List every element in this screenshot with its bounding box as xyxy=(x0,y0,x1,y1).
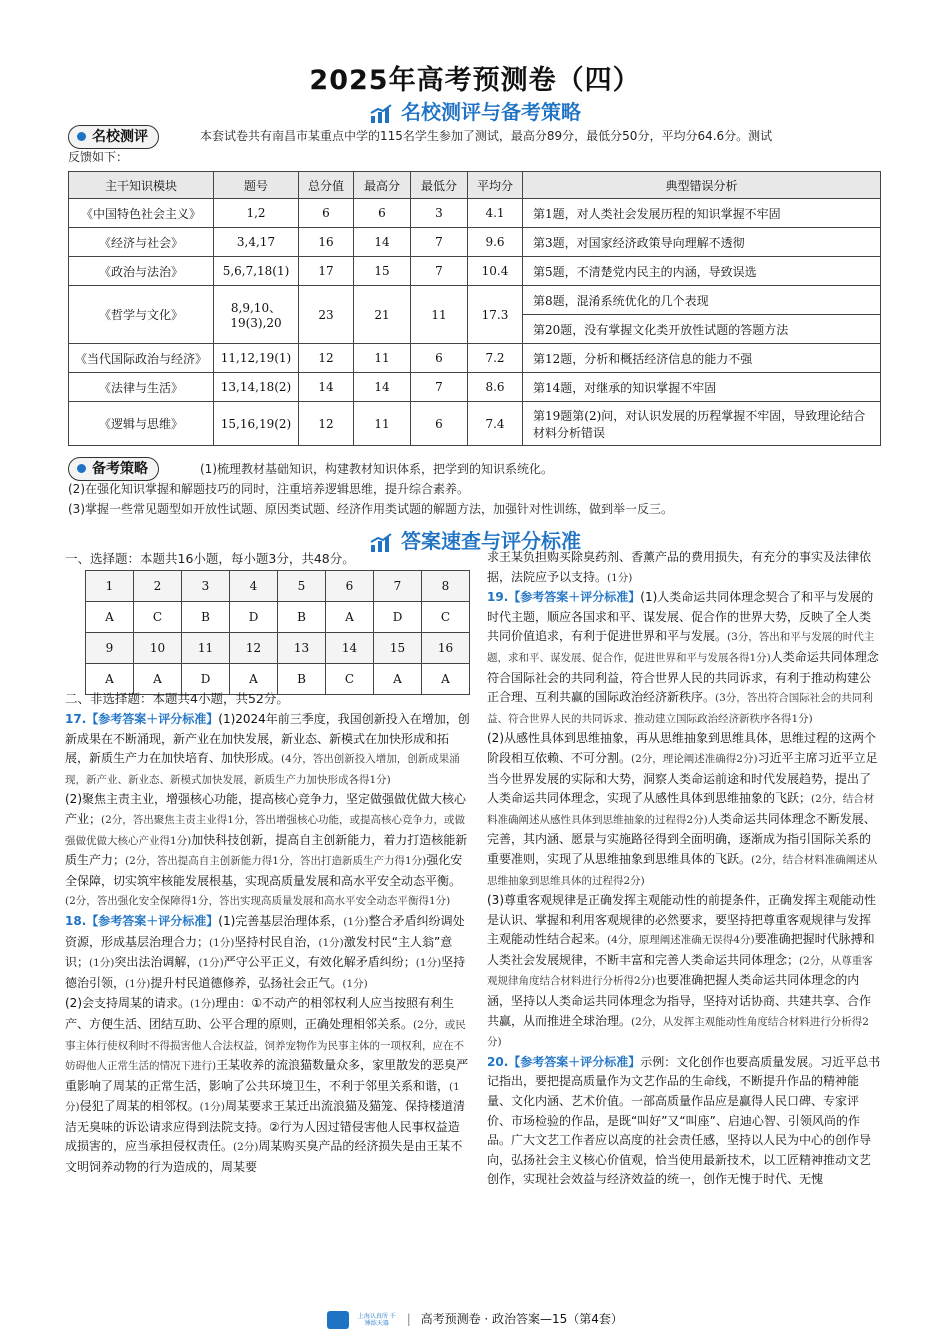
table-cell-error: 第12题，分析和概括经济信息的能力不强 xyxy=(523,344,881,373)
answer-text: 求王某负担购买除臭药剂、香薰产品的费用损失，有充分的事实及法律依据，法院应予以支持。 xyxy=(487,550,872,584)
table-cell-max: 11 xyxy=(354,402,411,446)
answer-cell: A xyxy=(86,664,134,695)
table-cell-module: 《哲学与文化》 xyxy=(69,286,214,344)
page-footer: 上海认真所 千锤练天器 | 高考预测卷 · 政治答案—15（第4套） xyxy=(0,1310,950,1329)
table-row xyxy=(69,402,881,446)
table-row xyxy=(69,344,881,373)
answer-cell: B xyxy=(182,602,230,633)
answer-paragraph xyxy=(487,548,882,588)
answer-cell: B xyxy=(278,664,326,695)
answer-text: 示例：文化创作也要高质量发展。习近平总书记指出，要把提高质量作为文艺作品的生命线，不断提升作品的精神能量、文化内涵、艺术价值。一部高质量作品应是赢得人民口碑、专家评价、市场检验的作品，是既“叫好”又“叫座”、启迪心智、引领风尚的作品。广大文艺工作者应以高度的社会责任感，坚持以人民为中心的创作导向，弘扬社会主义核心价值观，恰当使用最新技术，以工匠精神推动文艺创作，实现社会效益与经济效益的统一，创作无愧于时代、无愧 xyxy=(487,1054,881,1187)
answer-text: 坚持德治引领， xyxy=(65,955,466,990)
table-cell-nums: 5,6,7,18(1) xyxy=(214,257,299,286)
table-cell-avg: 10.4 xyxy=(468,257,523,286)
table-cell-module: 《法律与生活》 xyxy=(69,373,214,402)
answer-cell: 10 xyxy=(134,633,182,664)
strategy-line-2: (2)在强化知识掌握和解题技巧的同时，注重培养逻辑思维，提升综合素养。 xyxy=(68,482,470,496)
footer-text: 高考预测卷 · 政治答案—15（第4套） xyxy=(420,1312,623,1326)
table-cell-min: 7 xyxy=(411,228,468,257)
eval-intro: 本套试卷共有南昌市某重点中学的115名学生参加了测试，最高分89分，最低分50分，平均分64.6分。测试 xyxy=(200,129,773,143)
table-row xyxy=(69,373,881,402)
table-cell-nums: 1,2 xyxy=(214,199,299,228)
answer-text: 严守公平正义，有效化解矛盾纠纷； xyxy=(223,955,416,970)
answer-text: 加快科技创新，提高自主创新能力，着力打造核能新质生产力； xyxy=(65,832,468,868)
answer-table xyxy=(85,570,470,695)
table-cell-module: 《中国特色社会主义》 xyxy=(69,199,214,228)
answer-cell: 8 xyxy=(422,571,470,602)
scoring-note: (2分，答出提高自主创新能力得1分，答出打造新质生产力得1分) xyxy=(125,855,427,868)
answer-cell: A xyxy=(86,602,134,633)
table-cell-nums: 13,14,18(2) xyxy=(214,373,299,402)
table-row xyxy=(69,199,881,228)
scoring-note: (2分，从尊重客观规律角度结合材料进行分析得2分) xyxy=(487,954,873,988)
answer-cell: 13 xyxy=(278,633,326,664)
table-cell-total: 14 xyxy=(299,373,354,402)
answer-label: 19.【参考答案＋评分标准】 xyxy=(487,590,641,605)
table-header-cell: 主干知识模块 xyxy=(69,172,214,199)
table-cell-avg: 17.3 xyxy=(468,286,523,344)
answer-cell: C xyxy=(422,602,470,633)
table-cell-module: 《经济与社会》 xyxy=(69,228,214,257)
answer-text: 王某收养的流浪猫数量众多，家里散发的恶臭严重影响了周某的正常生活，影响了公共环境卫生，不利于邻里关系和谐， xyxy=(65,1058,469,1093)
answer-text: (1)2024年前三季度，我国创新投入在增加，创新成果在不断涌现，新产业在加快发展，新业态、新模式在加快形成和拓展，新质生产力在加快培育、加快形成。 xyxy=(65,712,470,766)
answer-label: 17.【参考答案＋评分标准】 xyxy=(65,712,219,726)
table-cell-total: 23 xyxy=(299,286,354,344)
answer-paragraph xyxy=(65,790,470,912)
answer-text: 要准确把握时代脉搏和人类社会发展规律，不断丰富和完善人类命运共同体理念； xyxy=(487,932,875,967)
scoring-note: (1分) xyxy=(190,998,216,1011)
eval-tag-label: 名校测评 xyxy=(92,129,148,145)
answer-text: (2)从感性具体到思维抽象，再从思维抽象到思维具体，思维过程的这两个阶段相互依赖、不可分割。 xyxy=(487,731,877,765)
table-cell-error: 第14题，对继承的知识掌握不牢固 xyxy=(523,373,881,402)
table-cell-max: 14 xyxy=(354,228,411,257)
tag-dot-icon xyxy=(77,464,86,473)
table-cell-nums: 15,16,19(2) xyxy=(214,402,299,446)
table-cell-avg: 7.4 xyxy=(468,402,523,446)
strategy-tag-label: 备考策略 xyxy=(92,461,148,477)
answer-text: (1)人类命运共同体理念契合了和平与发展的时代主题，顺应各国求和平、谋发展、促合作的世界大势，反映了全人类共同价值追求，有利于促进世界和平与发展。 xyxy=(487,590,874,644)
table-cell-avg: 9.6 xyxy=(468,228,523,257)
table-header-cell: 平均分 xyxy=(468,172,523,199)
answer-row xyxy=(86,602,470,633)
scoring-note: (1分) xyxy=(89,957,115,970)
mc-title: 一、选择题：本题共16小题，每小题3分，共48分。 xyxy=(65,551,355,566)
scoring-note: (4分，答出创新投入增加，创新成果涌现，新产业、新业态、新模式加快发展，新质生产力加快形成各得1分) xyxy=(65,753,460,786)
table-cell-nums: 11,12,19(1) xyxy=(214,344,299,373)
scoring-note: (1分) xyxy=(198,957,224,970)
table-cell-total: 12 xyxy=(299,344,354,373)
scoring-note: (3分，答出和平与发展的时代主题，求和平、谋发展、促合作，促进世界和平与发展各得1分) xyxy=(487,631,875,664)
answer-paragraph xyxy=(487,891,882,1053)
right-answer-column xyxy=(487,548,882,1305)
scoring-note: (1分) xyxy=(342,977,368,990)
answer-cell: D xyxy=(230,602,278,633)
table-cell-min: 7 xyxy=(411,257,468,286)
section-title-text: 答案速查与评分标准 xyxy=(401,529,581,553)
answer-cell: 7 xyxy=(374,571,422,602)
table-cell-nums: 8,9,10、19(3),20 xyxy=(214,286,299,344)
non-mc-title: 二、非选择题：本题共4小题，共52分。 xyxy=(65,691,289,706)
table-cell-total: 16 xyxy=(299,228,354,257)
table-header-cell: 题号 xyxy=(214,172,299,199)
answer-cell: A xyxy=(134,664,182,695)
answer-text: 习近平主席习近平立足当今世界发展的实际和大势，洞察人类命运前途和时代发展趋势，提出了人类命运共同体理念，实现了从感性具体到思维抽象的飞跃； xyxy=(487,750,878,806)
table-cell-total: 12 xyxy=(299,402,354,446)
answer-cell: A xyxy=(326,602,374,633)
section-title-text: 名校测评与备考策略 xyxy=(401,100,581,124)
answer-text: (2)聚焦主责主业，增强核心功能，提高核心竞争力，坚定做强做优做大核心产业； xyxy=(65,792,467,826)
answer-text: 突出法治调解， xyxy=(114,955,199,970)
tag-dot-icon xyxy=(77,132,86,141)
table-header-cell: 最低分 xyxy=(411,172,468,199)
answer-cell: 6 xyxy=(326,571,374,602)
answer-cell: 3 xyxy=(182,571,230,602)
answer-paragraph xyxy=(65,912,470,994)
strategy-line-1: (1)梳理教材基础知识，构建教材知识体系，把学到的知识系统化。 xyxy=(200,462,554,476)
answer-cell: A xyxy=(374,664,422,695)
table-cell-module: 《逻辑与思维》 xyxy=(69,402,214,446)
table-cell-error: 第20题，没有掌握文化类开放性试题的答题方法 xyxy=(523,315,881,344)
scoring-note: (2分，结合材料准确阐述从思维抽象到思维具体的过程得2分) xyxy=(487,853,878,887)
scoring-note: (2分，或民事主体行使权利时不得损害他人合法权益，饲养宠物作为民事主体的一项权利，应在不妨碍他人正常生活的情况下进行) xyxy=(65,1018,466,1073)
scoring-note: (2分) xyxy=(233,1141,259,1154)
answer-label: 20.【参考答案＋评分标准】 xyxy=(487,1054,641,1069)
answer-cell: 12 xyxy=(230,633,278,664)
strategy-line-3: (3)掌握一些常见题型如开放性试题、原因类试题、经济作用类试题的解题方法，加强针对性训练，做到举一反三。 xyxy=(68,502,674,516)
bar-chart-icon xyxy=(369,104,393,124)
bar-chart-icon xyxy=(369,533,393,553)
answer-paragraph xyxy=(487,729,882,891)
answer-cell: 5 xyxy=(278,571,326,602)
answer-number-row xyxy=(86,571,470,602)
answer-cell: 16 xyxy=(422,633,470,664)
answer-text: 人类命运共同体理念符合国际社会的共同利益，符合世界人民的共同诉求，有利于推动构建公正合理、互利共赢的国际政治经济新秩序。 xyxy=(487,649,879,705)
answer-paragraph xyxy=(487,588,882,729)
scoring-note: (2分，理论阐述准确得2分) xyxy=(631,752,758,765)
answer-cell: 2 xyxy=(134,571,182,602)
answer-text: 周某要求王某迁出流浪猫及猫笼、保持楼道清洁无臭味的诉讼请求应得到法院支持。②行为人因过错侵害他人民事权益造成损害的，应当承担侵权责任。 xyxy=(65,1099,466,1154)
left-answer-column xyxy=(65,710,470,1305)
scoring-note: (4分，原理阐述准确无误得4分) xyxy=(607,934,755,947)
answer-text: 激发村民“主人翁”意识； xyxy=(65,934,453,970)
table-header-row xyxy=(69,172,881,199)
answer-text: (1)完善基层治理体系， xyxy=(218,913,344,928)
table-cell-max: 21 xyxy=(354,286,411,344)
scoring-note: (1分) xyxy=(318,936,344,949)
answer-cell: C xyxy=(326,664,374,695)
table-header-cell: 最高分 xyxy=(354,172,411,199)
section-title-evaluation xyxy=(0,96,950,125)
table-cell-error: 第1题，对人类社会发展历程的知识掌握不牢固 xyxy=(523,199,881,228)
answer-paragraph xyxy=(65,710,470,790)
table-cell-error: 第19题第(2)问，对认识发展的历程掌握不牢固，导致理论结合材料分析错误 xyxy=(523,402,881,446)
table-cell-total: 17 xyxy=(299,257,354,286)
publisher-logo-text: 上海认真所 千锤练天器 xyxy=(357,1312,396,1327)
answer-cell: 15 xyxy=(374,633,422,664)
answer-label: 18.【参考答案＋评分标准】 xyxy=(65,913,219,928)
answer-text: 侵犯了周某的相邻权。 xyxy=(79,1099,200,1114)
answer-cell: B xyxy=(278,602,326,633)
answer-cell: A xyxy=(422,664,470,695)
table-cell-total: 6 xyxy=(299,199,354,228)
answer-cell: D xyxy=(182,664,230,695)
scoring-note: (1分) xyxy=(415,957,442,970)
table-cell-nums: 3,4,17 xyxy=(214,228,299,257)
table-cell-max: 15 xyxy=(354,257,411,286)
scoring-note: (2分，答出强化安全保障得1分，答出实现高质量发展和高水平安全动态平衡得1分) xyxy=(65,895,451,908)
table-cell-module: 《政治与法治》 xyxy=(69,257,214,286)
scoring-note: (1分) xyxy=(125,977,151,990)
answer-text: 周某购买臭产品的经济损失是由王某不文明饲养动物的行为造成的，周某要 xyxy=(65,1139,463,1175)
table-cell-max: 11 xyxy=(354,344,411,373)
eval-tag xyxy=(68,125,159,149)
answer-text: 也要准确把握人类命运共同体理念的内涵，坚持以人类命运共同体理念为指导，坚持对话协商、共建共享、合作共赢，从而推进全球治理。 xyxy=(487,973,872,1028)
table-cell-error: 第5题，不清楚党内民主的内涵，导致误选 xyxy=(523,257,881,286)
table-cell-min: 7 xyxy=(411,373,468,402)
table-cell-error: 第8题，混淆系统优化的几个表现 xyxy=(523,286,881,315)
table-cell-max: 14 xyxy=(354,373,411,402)
answer-cell: 11 xyxy=(182,633,230,664)
scoring-note: (2分，答出聚焦主责主业得1分，答出增强核心功能，或提高核心竞争力，或做强做优做大核心产业得1分) xyxy=(65,813,465,847)
scoring-note: (1分) xyxy=(607,571,633,584)
answer-text: 理由：①不动产的相邻权利人应当按照有利生产、方便生活、团结互助、公平合理的原则，正确处理相邻关系。 xyxy=(65,996,455,1031)
scoring-note: (2分，从发挥主观能动性角度结合材料进行分析得2分) xyxy=(487,1015,869,1049)
answer-text: 坚持村民自治， xyxy=(234,934,319,949)
scoring-note: (1分) xyxy=(343,915,369,928)
answer-text: (2)会支持周某的请求。 xyxy=(65,996,190,1011)
table-header-cell: 典型错误分析 xyxy=(523,172,881,199)
eval-intro-2: 反馈如下： xyxy=(68,150,129,164)
table-cell-min: 3 xyxy=(411,199,468,228)
table-cell-min: 11 xyxy=(411,286,468,344)
table-cell-error: 第3题，对国家经济政策导向理解不透彻 xyxy=(523,228,881,257)
table-row xyxy=(69,228,881,257)
answer-text: 人类命运共同体理念不断发展、完善，其内涵、愿景与实施路径得到全面明确，逐渐成为指引国际关系的重要准则，实现了从思维抽象到思维具体的飞跃。 xyxy=(487,811,876,866)
page-title: 2025年高考预测卷（四） xyxy=(309,65,641,96)
table-row xyxy=(69,257,881,286)
table-cell-module: 《当代国际政治与经济》 xyxy=(69,344,214,373)
answer-cell: D xyxy=(374,602,422,633)
answer-cell: C xyxy=(134,602,182,633)
strategy-tag xyxy=(68,457,159,481)
answer-cell: A xyxy=(230,664,278,695)
table-cell-min: 6 xyxy=(411,344,468,373)
answer-paragraph xyxy=(487,1053,882,1190)
table-cell-max: 6 xyxy=(354,199,411,228)
table-header-cell: 总分值 xyxy=(299,172,354,199)
scoring-note: (1分) xyxy=(199,1101,225,1114)
scoring-note: (1分) xyxy=(209,936,235,949)
answer-cell: 4 xyxy=(230,571,278,602)
scoring-note: (2分，结合材料准确阐述从感性具体到思维抽象的过程得2分) xyxy=(487,793,875,826)
scoring-note: (3分，答出符合国际社会的共同利益、符合世界人民的共同诉求、推动建立国际政治经济新秩序各得1分) xyxy=(487,692,873,725)
answer-text: 整合矛盾纠纷调处资源，形成基层治理合力； xyxy=(65,913,465,949)
table-cell-min: 6 xyxy=(411,402,468,446)
answer-cell: 1 xyxy=(86,571,134,602)
table-row xyxy=(69,286,881,315)
table-cell-avg: 4.1 xyxy=(468,199,523,228)
answer-cell: 9 xyxy=(86,633,134,664)
answer-cell: 14 xyxy=(326,633,374,664)
publisher-logo xyxy=(327,1311,349,1329)
table-cell-avg: 7.2 xyxy=(468,344,523,373)
answer-number-row xyxy=(86,633,470,664)
table-cell-avg: 8.6 xyxy=(468,373,523,402)
evaluation-table xyxy=(68,171,881,446)
answer-paragraph xyxy=(65,994,470,1177)
answer-text: (3)尊重客观规律是正确发挥主观能动性的前提条件，正确发挥主观能动性是认识、掌握和利用客观规律的必然要求，要坚持把尊重客观规律与发挥主观能动性结合起来。 xyxy=(487,893,877,947)
scoring-note: (1分) xyxy=(65,1080,460,1114)
answer-text: 提升村民道德修养，弘扬社会正气。 xyxy=(150,975,343,990)
answer-text: 强化安全保障，切实筑牢核能发展根基，实现高质量发展和高水平安全动态平衡。 xyxy=(65,853,463,888)
